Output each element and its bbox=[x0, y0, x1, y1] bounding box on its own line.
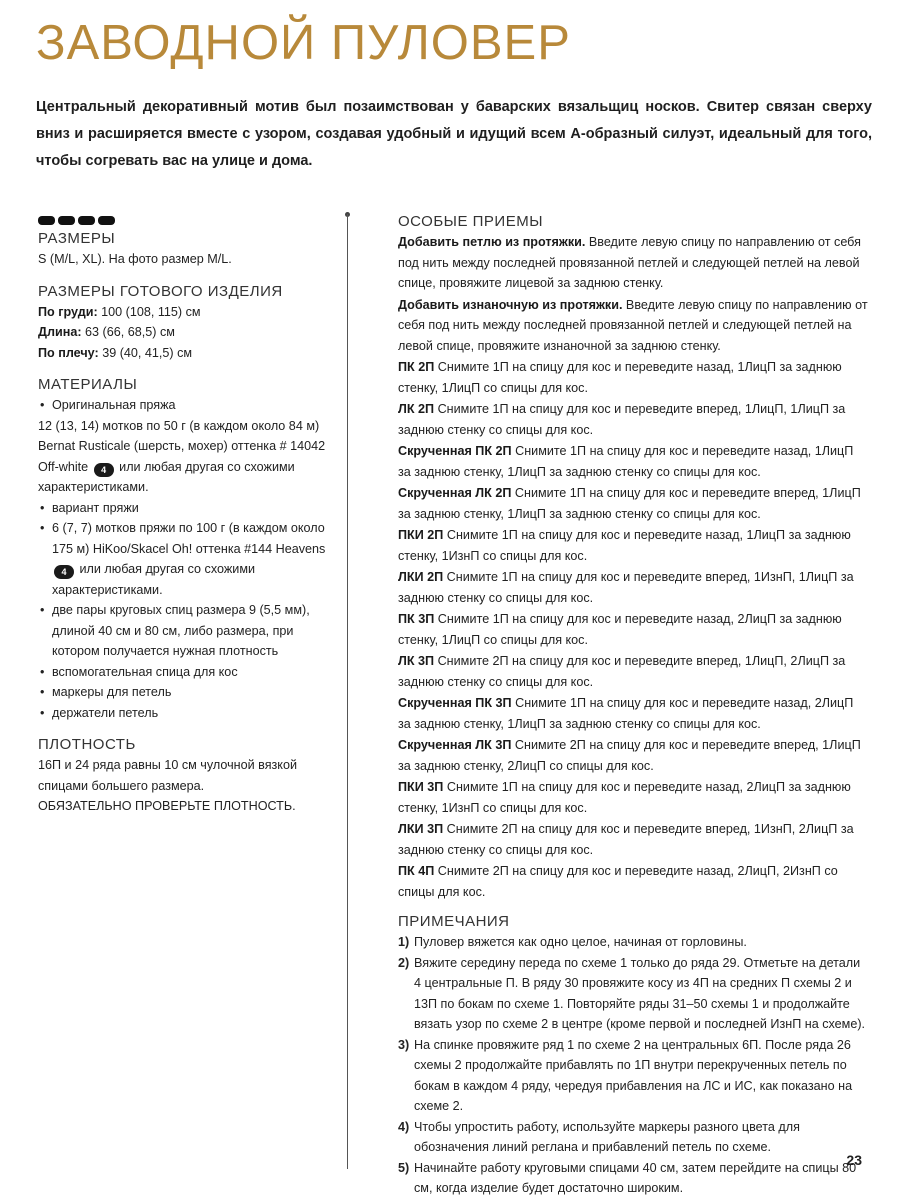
note-number: 5) bbox=[398, 1160, 410, 1175]
list-item bbox=[38, 416, 330, 498]
technique-term: ПКИ 3П bbox=[398, 780, 444, 794]
technique-term: ЛК 2П bbox=[398, 402, 435, 416]
yarn-weight-badge-icon: 4 bbox=[94, 463, 114, 477]
finished-size-heading: РАЗМЕРЫ ГОТОВОГО ИЗДЕЛИЯ bbox=[38, 282, 283, 300]
list-item: • две пары круговых спиц размера 9 (5,5 мм), длиной 40 см и 80 см, либо размера, при котором получается нужная плотность bbox=[38, 600, 330, 662]
technique-item bbox=[398, 651, 868, 692]
note-item bbox=[398, 1117, 868, 1158]
technique-text: Снимите 2П на спицу для кос и переведите назад, 2ЛицП, 2ИзнП со спицы для кос. bbox=[398, 864, 838, 899]
notes-section bbox=[398, 912, 868, 1199]
yarn-weight-badge-icon: 4 bbox=[54, 565, 74, 579]
list-item: • держатели петель bbox=[38, 703, 330, 724]
note-text: На спинке провяжите ряд 1 по схеме 2 на центральных 6П. После ряда 26 схемы 2 продолжайте прибавлять по 1П внутри перекрученных петель по бокам в каждом 4 ряду, чередуя прибавления на ЛС и ИС, как показано на схеме 2. bbox=[414, 1037, 853, 1113]
technique-term: Скрученная ЛК 3П bbox=[398, 738, 512, 752]
yarn-description: или любая другая со схожими характеристиками. bbox=[38, 459, 295, 494]
note-number: 2) bbox=[398, 955, 410, 970]
technique-term: ЛКИ 2П bbox=[398, 570, 444, 584]
technique-item bbox=[398, 735, 868, 776]
technique-term: ПК 4П bbox=[398, 864, 435, 878]
yarn-description: 6 (7, 7) мотков пряжи по 100 г (в каждом около 175 м) HiKoo/Skacel Oh! оттенка #144 Heavens bbox=[52, 521, 326, 556]
technique-text: Снимите 2П на спицу для кос и переведите вперед, 1ЛицП, 2ЛицП за заднюю стенку со спицы для кос. bbox=[398, 654, 846, 689]
page-number: 23 bbox=[846, 1152, 862, 1168]
difficulty-bar bbox=[98, 216, 115, 225]
technique-item bbox=[398, 441, 868, 482]
note-item bbox=[398, 1158, 868, 1199]
finished-size-section bbox=[38, 282, 330, 364]
technique-text: Введите левую спицу по направлению от себя под нить между последней провязанной петлей и следующей петлей на левой спице, провяжите лицевой за заднюю стенку. bbox=[398, 235, 861, 290]
technique-item bbox=[398, 483, 868, 524]
measure-label: По плечу: bbox=[38, 345, 99, 360]
technique-item bbox=[398, 567, 868, 608]
yarn-description: 12 (13, 14) мотков по 50 г (в каждом около 84 м) Bernat Rusticale (шерсть, мохер) оттенка # 14042 Off-white bbox=[38, 418, 326, 474]
technique-term: ЛК 3П bbox=[398, 654, 435, 668]
technique-item bbox=[398, 232, 868, 294]
technique-text: Снимите 1П на спицу для кос и переведите вперед, 1ИзнП, 1ЛицП за заднюю стенку со спицы для кос. bbox=[398, 570, 854, 605]
technique-text: Снимите 1П на спицу для кос и переведите назад, 1ЛицП за заднюю стенку, 1ЛицП со спицы для кос. bbox=[398, 360, 842, 395]
measure-row bbox=[38, 302, 330, 323]
gauge-section bbox=[38, 735, 330, 817]
note-number: 4) bbox=[398, 1119, 410, 1134]
techniques-heading: ОСОБЫЕ ПРИЕМЫ bbox=[398, 213, 543, 230]
technique-item bbox=[398, 399, 868, 440]
gauge-heading: ПЛОТНОСТЬ bbox=[38, 736, 136, 753]
measure-label: По груди: bbox=[38, 304, 98, 319]
measure-value: 39 (40, 41,5) см bbox=[98, 345, 193, 360]
technique-text: Снимите 1П на спицу для кос и переведите вперед, 1ЛицП, 1ЛицП за заднюю стенку со спицы для кос. bbox=[398, 402, 846, 437]
technique-text: Снимите 1П на спицу для кос и переведите вперед, 1ЛицП за заднюю стенку, 1ЛицП за заднюю стенку со спицы для кос. bbox=[398, 486, 861, 521]
note-text: Пуловер вяжется как одно целое, начиная от горловины. bbox=[414, 935, 747, 949]
list-item: • вспомогательная спица для кос bbox=[38, 662, 330, 683]
technique-term: Добавить петлю из протяжки. bbox=[398, 235, 586, 249]
technique-text: Снимите 1П на спицу для кос и переведите назад, 1ЛицП за заднюю стенку, 1ИзнП со спицы для кос. bbox=[398, 528, 851, 563]
right-column bbox=[398, 212, 868, 1199]
sizes-text: S (M/L, XL). На фото размер M/L. bbox=[38, 252, 232, 266]
technique-text: Введите левую спицу по направлению от себя под нить между последней провязанной петлей и следующей петлей на левой спице, провяжите изнаночной за заднюю стенку. bbox=[398, 297, 868, 353]
left-column bbox=[38, 212, 330, 829]
gauge-text: 16П и 24 ряда равны 10 см чулочной вязкой спицами большего размера. bbox=[38, 758, 297, 793]
technique-item bbox=[398, 609, 868, 650]
sizes-heading: РАЗМЕРЫ bbox=[38, 230, 116, 247]
difficulty-bar bbox=[78, 216, 95, 225]
technique-item bbox=[398, 777, 868, 818]
note-number: 3) bbox=[398, 1037, 410, 1052]
technique-term: Добавить изнаночную из протяжки. bbox=[398, 297, 623, 312]
difficulty-bar bbox=[38, 216, 55, 225]
technique-term: Скрученная ЛК 2П bbox=[398, 486, 512, 500]
notes-list bbox=[398, 932, 868, 1199]
notes-heading: ПРИМЕЧАНИЯ bbox=[398, 913, 510, 930]
measure-value: 100 (108, 115) см bbox=[97, 304, 201, 319]
technique-term: Скрученная ПК 3П bbox=[398, 696, 512, 710]
technique-text: Снимите 1П на спицу для кос и переведите назад, 1ЛицП за заднюю стенку, 1ЛицП за заднюю стенку со спицы для кос. bbox=[398, 444, 854, 479]
materials-heading: МАТЕРИАЛЫ bbox=[38, 376, 138, 393]
difficulty-bars-icon bbox=[38, 216, 330, 225]
list-item: • Оригинальная пряжа bbox=[38, 395, 330, 416]
technique-text: Снимите 2П на спицу для кос и переведите вперед, 1ЛицП за заднюю стенку, 2ЛицП со спицы для кос. bbox=[398, 738, 861, 773]
technique-term: ПКИ 2П bbox=[398, 528, 444, 542]
list-item bbox=[38, 518, 330, 600]
measure-value: 63 (66, 68,5) см bbox=[81, 325, 175, 339]
column-divider bbox=[347, 214, 348, 1169]
technique-term: Скрученная ПК 2П bbox=[398, 444, 512, 458]
measure-row bbox=[38, 322, 330, 343]
gauge-note: ОБЯЗАТЕЛЬНО ПРОВЕРЬТЕ ПЛОТНОСТЬ. bbox=[38, 799, 296, 813]
technique-item bbox=[398, 819, 868, 860]
technique-term: ПК 2П bbox=[398, 360, 435, 374]
note-item bbox=[398, 953, 868, 1035]
materials-list bbox=[38, 395, 330, 723]
note-text: Начинайте работу круговыми спицами 40 см, затем перейдите на спицы 80 см, когда изделие будет достаточно широким. bbox=[414, 1160, 857, 1195]
measure-label: Длина: bbox=[38, 325, 82, 339]
measure-row bbox=[38, 343, 330, 364]
list-item: • вариант пряжи bbox=[38, 498, 330, 519]
note-item bbox=[398, 1035, 868, 1117]
technique-term: ПК 3П bbox=[398, 612, 435, 626]
note-item bbox=[398, 932, 868, 953]
intro-paragraph: Центральный декоративный мотив был позаимствован у баварских вязальщиц носков. Свитер связан сверху вниз и расширяется вместе с узором, создавая удобный и идущий всем А-образный силуэт, идеальный для того, чтобы согревать вас на улице и дома. bbox=[36, 99, 872, 169]
difficulty-bar bbox=[58, 216, 75, 225]
technique-item bbox=[398, 295, 868, 357]
technique-text: Снимите 1П на спицу для кос и переведите назад, 2ЛицП за заднюю стенку, 1ЛицП со спицы для кос. bbox=[398, 612, 842, 647]
technique-text: Снимите 2П на спицу для кос и переведите вперед, 1ИзнП, 2ЛицП за заднюю стенку со спицы для кос. bbox=[398, 822, 854, 857]
list-item: • маркеры для петель bbox=[38, 682, 330, 703]
note-text: Вяжите середину переда по схеме 1 только до ряда 29. Отметьте на детали 4 центральные П. В ряду 30 провяжите косу из 4П на средних П схемы 2 и 13П по бокам по схеме 1. Повторяйте ряды 31–50 схемы 1 и продолжайте вязать узор по схеме 2 в центре (кроме первой и последней ИзнП на схеме). bbox=[414, 955, 866, 1031]
technique-text: Снимите 1П на спицу для кос и переведите назад, 2ЛицП за заднюю стенку, 1ИзнП со спицы для кос. bbox=[398, 780, 851, 815]
note-number: 1) bbox=[398, 935, 410, 949]
technique-item bbox=[398, 861, 868, 902]
technique-item bbox=[398, 693, 868, 734]
sizes-section bbox=[38, 229, 330, 270]
technique-term: ЛКИ 3П bbox=[398, 822, 444, 836]
materials-section bbox=[38, 375, 330, 723]
technique-item bbox=[398, 357, 868, 398]
techniques-section bbox=[398, 212, 868, 902]
note-text: Чтобы упростить работу, используйте маркеры разного цвета для обозначения линий реглана и прибавлений петель по схеме. bbox=[414, 1119, 800, 1154]
yarn-description: или любая другая со схожими характеристиками. bbox=[52, 562, 256, 597]
technique-text: Снимите 1П на спицу для кос и переведите назад, 2ЛицП за заднюю стенку, 1ЛицП за заднюю стенку со спицы для кос. bbox=[398, 696, 854, 731]
technique-item bbox=[398, 525, 868, 566]
page-title: ЗАВОДНОЙ ПУЛОВЕР bbox=[36, 16, 571, 70]
